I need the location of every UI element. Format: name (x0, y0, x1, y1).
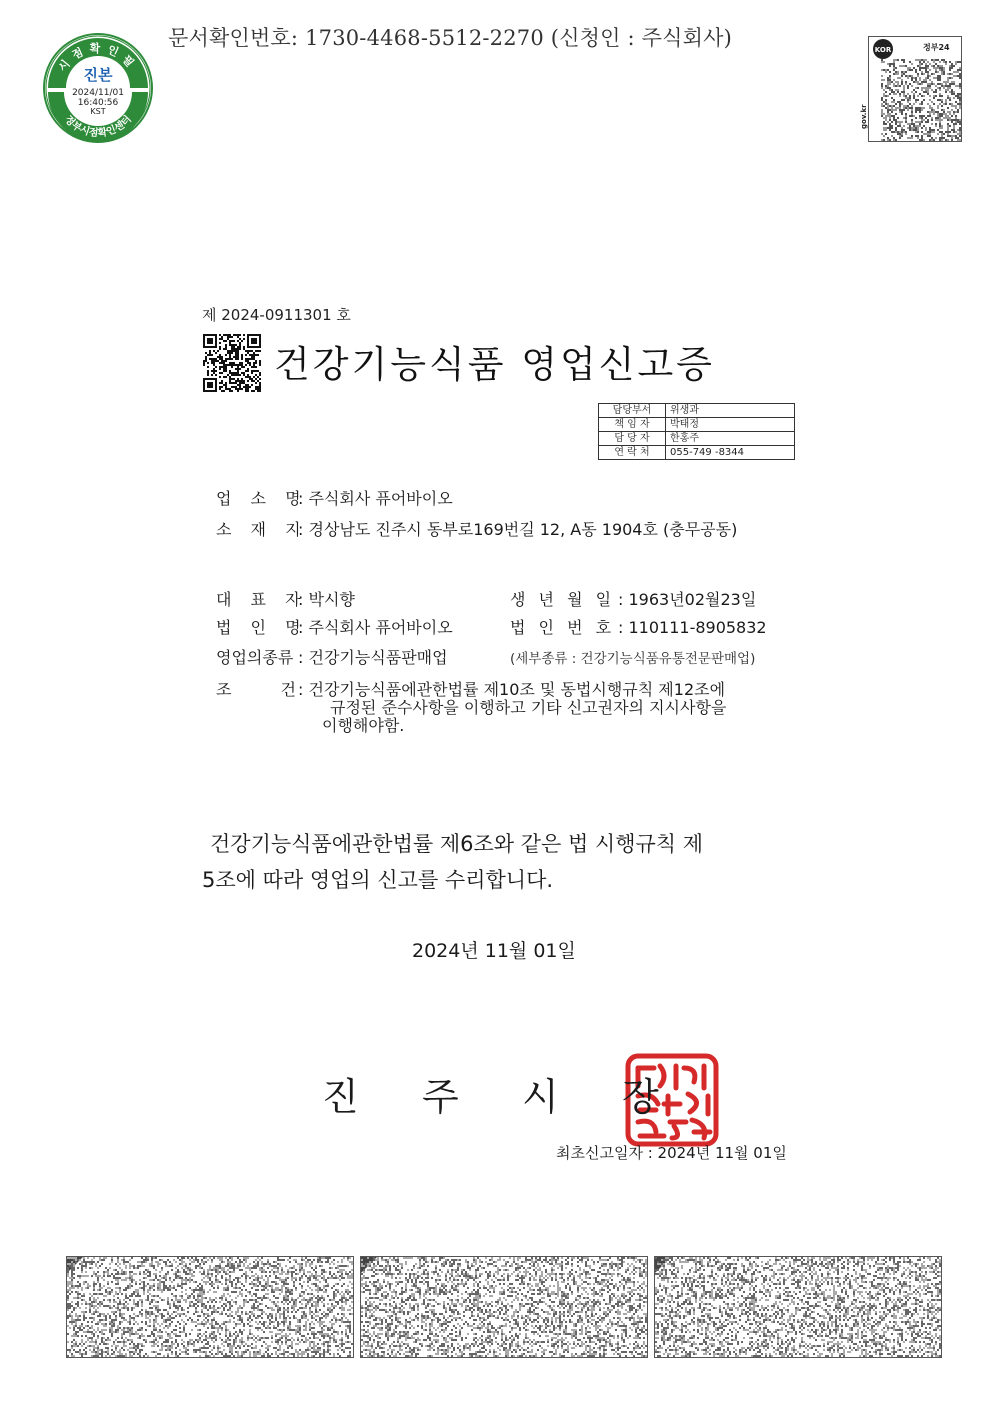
statement-line1: 건강기능식품에관한법률 제6조와 같은 법 시행규칙 제 (210, 832, 704, 856)
contact-value: 055-749 -8344 (666, 446, 795, 460)
contact-key: 연 락 처 (599, 446, 666, 460)
field-label: 영업의종류 (216, 648, 294, 667)
stamp-center-text: 진본 (83, 66, 113, 84)
stamp-time: 16:40:56 (77, 98, 119, 108)
field-label: 법 인 명 (216, 618, 301, 637)
contact-value: 박태정 (666, 418, 795, 432)
document-confirm-number: 문서확인번호: 1730-4468-5512-2270 (신청인 : 주식회사) (168, 26, 733, 50)
gov-kr-label: gov.kr (860, 104, 868, 129)
time-stamp-seal (42, 32, 154, 144)
field-value: 110111-8905832 (628, 618, 767, 637)
field-corp-number: 법 인 번 호 : 110111-8905832 (510, 615, 767, 638)
field-business-type-detail: (세부종류 : 건강기능식품유통전문판매업) (510, 651, 756, 667)
issue-date: 2024년 11월 01일 (412, 940, 576, 962)
contact-value: 위생과 (666, 404, 795, 418)
document-number: 제 2024-0911301 호 (202, 306, 351, 324)
stamp-tz: KST (90, 107, 106, 116)
gov24-verification-code (860, 36, 962, 142)
anti-forgery-pattern (360, 1256, 648, 1358)
field-label: 법 인 번 호 (510, 618, 612, 637)
anti-forgery-pattern (654, 1256, 942, 1358)
contact-key: 담당부서 (599, 404, 666, 418)
field-corp-name: 법 인 명: 주식회사 퓨어바이오 (216, 615, 453, 638)
table-row (599, 446, 795, 460)
table-row (599, 432, 795, 446)
table-row (599, 404, 795, 418)
table-row (599, 418, 795, 432)
field-location: 소 재 지: 경상남도 진주시 동부로169번길 12, A동 1904호 (충무공동) (216, 517, 737, 540)
page-title: 건강기능식품 영업신고증 (274, 343, 715, 386)
field-value: 경상남도 진주시 동부로169번길 12, A동 1904호 (충무공동) (308, 520, 738, 539)
field-label: 업 소 명 (216, 489, 301, 508)
field-label: 생 년 월 일 (510, 590, 612, 609)
field-value: 박시향 (308, 590, 355, 609)
field-conditions-line3: 이행해야함. (322, 716, 405, 735)
field-label: 소 재 지 (216, 520, 301, 539)
statement-line2: 5조에 따라 영업의 신고를 수리합니다. (202, 868, 554, 892)
contact-key: 담 당 자 (599, 432, 666, 446)
stamp-date: 2024/11/01 (72, 88, 124, 98)
issuer-char-1: 진 (322, 1075, 359, 1119)
contact-key: 책 임 자 (599, 418, 666, 432)
stamp-top-text: 시점확인필 (55, 42, 141, 75)
issuer-char-3: 시 (522, 1075, 559, 1119)
field-value: 1963년02월23일 (628, 590, 757, 609)
qr-code-icon (203, 334, 261, 392)
field-business-type: 영업의종류 : 건강기능식품판매업 (216, 645, 448, 668)
field-conditions-line2: 규정된 준수사항을 이행하고 기타 신고권자의 지시사항을 (330, 698, 727, 717)
field-business-name: 업 소 명: 주식회사 퓨어바이오 (216, 486, 453, 509)
issuer-char-4: 장 (622, 1075, 659, 1119)
contact-value: 한홍주 (666, 432, 795, 446)
kor-badge-text: KOR (874, 46, 892, 54)
field-label: 조 건 (216, 680, 296, 699)
gov24-label: 정부24 (923, 43, 950, 52)
field-birth-date: 생 년 월 일 : 1963년02월23일 (510, 587, 756, 610)
field-value: 주식회사 퓨어바이오 (308, 618, 453, 637)
stamp-bottom-text: 정부시점확인센터 (62, 114, 134, 140)
anti-forgery-pattern (66, 1256, 354, 1358)
field-conditions: 조 건 : 건강기능식품에관한법률 제10조 및 동법시행규칙 제12조에 (216, 677, 725, 700)
first-report-date: 최초신고일자 : 2024년 11월 01일 (556, 1144, 787, 1162)
field-value: 건강기능식품에관한법률 제10조 및 동법시행규칙 제12조에 (308, 680, 726, 699)
noise-pattern (881, 59, 961, 141)
field-representative: 대 표 자: 박시향 (216, 587, 355, 610)
contact-table (598, 403, 795, 460)
field-label: 대 표 자 (216, 590, 301, 609)
field-value: 건강기능식품판매업 (308, 648, 448, 667)
field-value: 주식회사 퓨어바이오 (308, 489, 453, 508)
issuer-char-2: 주 (422, 1075, 459, 1119)
